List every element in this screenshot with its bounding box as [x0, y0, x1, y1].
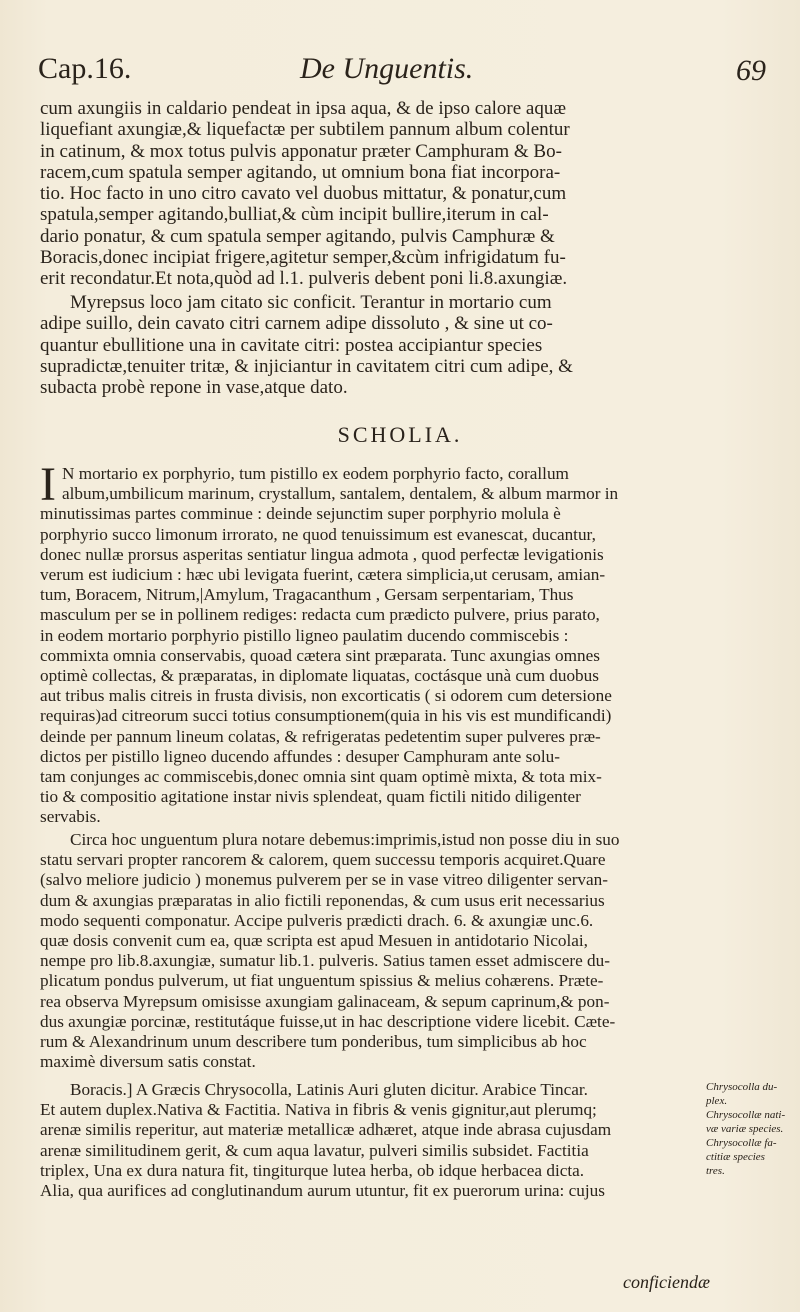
text-line: aut tribus malis citreis in frusta divisis, non excorticatis ( si odorem cum detersione [40, 686, 612, 706]
text-line: servabis. [40, 807, 101, 827]
text-line: porphyrio succo limonum irrorato, ne quod tenuissimum est evanescat, ducantur, [40, 524, 596, 544]
text-line: rea observa Myrepsum omisisse axungiam galinaceam, & sepum caprinum,& pon- [40, 991, 610, 1011]
text-line: minutissimas partes comminue : deinde sejunctim super porphyrio molula è [40, 504, 561, 524]
text-line: statu servari propter rancorem & calorem, quem successu temporis acquiret.Quare [40, 850, 606, 870]
running-title: De Unguentis. [300, 52, 474, 85]
text-line: in catinum, & mox totus pulvis apponatur præter Camphuram & Bo- [40, 140, 562, 162]
text-line: Circa hoc unguentum plura notare debemus:imprimis,istud non posse diu in suo [70, 830, 620, 849]
chapter-label: Cap.16. [38, 52, 132, 85]
text-line: rum & Alexandrinum unum describere tum ponderibus, tum simplicibus ab hoc [40, 1032, 587, 1052]
drop-capital: I [40, 458, 56, 511]
text-line: deinde per pannum lineum colatas, & refrigeratas pedetentim super pulveres præ- [40, 726, 601, 746]
text-line: dus axungiæ porcinæ, restitutáque fuisse,ut in hac descriptione videre licebit. Cæte- [40, 1011, 616, 1031]
margin-note: væ variæ species. [706, 1123, 784, 1135]
text-line: tio & compositio agitatione instar nivis splendeat, quam fictili nitido diligenter [40, 787, 581, 807]
text-line: donec nullæ prorsus asperitas sentiatur lingua admota , quod perfectæ levigationis [40, 544, 604, 564]
margin-note: ctitiæ species [706, 1151, 765, 1163]
text-line: Boracis.] A Græcis Chrysocolla, Latinis Auri gluten dicitur. Arabice Tincar. [70, 1080, 588, 1099]
text-line: spatula,semper agitando,bulliat,& cùm incipit bullire,iterum in cal- [40, 204, 549, 226]
margin-note: plex. [706, 1095, 728, 1107]
scholia-paragraph-1 [40, 458, 730, 828]
text-line: triplex, Una ex dura natura fit, tingiturque lutea herba, ob idque herbacea dicta. [40, 1160, 585, 1180]
text-line: dum & axungias præparatas in alio fictili reponendas, & cum usus erit necessarius [40, 890, 605, 910]
text-line: tum, Boracem, Nitrum,|Amylum, Tragacanthum , Gersam serpentariam, Thus [40, 585, 574, 605]
paragraph-myrepsus [40, 292, 730, 398]
margin-note: Chrysocollæ fa- [706, 1137, 777, 1149]
text-line: verum est iudicium : hæc ubi levigata fuerint, cætera simplicia,ut cerusam, amian- [40, 565, 606, 585]
text-line: liquefiant axungiæ,& liquefactæ per subtilem pannum album colentur [40, 119, 570, 141]
text-line: arenæ similis reperitur, aut materiæ metallicæ adhæret, atque inde abrasa cujusdam [40, 1120, 612, 1140]
text-line: tam conjunges ac commiscebis,donec omnia sint quam optimè mixta, & tota mix- [40, 767, 602, 787]
text-line: dario ponatur, & cum spatula semper agitando, pulvis Camphuræ & [40, 225, 555, 247]
text-line: (salvo meliore judicio ) monemus pulverem per se in vase vitreo diligenter servan- [40, 870, 608, 890]
text-line: racem,cum spatula semper agitando, ut omnium bona fiat incorpora- [40, 161, 561, 183]
text-line: modo sequenti componatur. Accipe pulveris prædicti drach. 6. & axungiæ unc.6. [40, 910, 594, 930]
text-line: plicatum pondus pulverum, ut fiat unguentum spissius & melius cohærens. Præte- [40, 971, 604, 991]
scholia-paragraph-3 [40, 1080, 690, 1201]
text-line: N mortario ex porphyrio, tum pistillo ex eodem porphyrio facto, corallum [62, 464, 569, 483]
text-line: album,umbilicum marinum, crystallum, santalem, dentalem, & album marmor in [62, 484, 619, 504]
text-line: nempe pro lib.8.axungiæ, sumatur lib.1. pulveris. Satius tamen esset admiscere du- [40, 951, 610, 971]
text-line: supradictæ,tenuiter tritæ, & injiciantur in cavitatem citri cum adipe, & [40, 355, 573, 377]
text-line: Myrepsus loco jam citato sic conficit. Terantur in mortario cum [70, 292, 552, 313]
margin-note: Chrysocolla du- [706, 1081, 778, 1093]
text-line: masculum per se in pollinem rediges: redacta cum prædicto pulvere, prius parato, [40, 605, 600, 625]
text-line: Boracis,donec incipiat frigere,agitetur semper,&cùm infrigidatum fu- [40, 247, 566, 269]
text-line: Alia, qua aurifices ad conglutinandum aurum utuntur, fit ex puerorum urina: cujus [40, 1181, 605, 1201]
text-line: dictos per pistillo ligneo ducendo affundes : desuper Camphuram ante solu- [40, 746, 560, 766]
text-line: optimè collectas, & præparatas, in diplomate liquatas, coctásque unà cum duobus [40, 666, 599, 686]
page-number: 69 [736, 54, 766, 87]
text-line: requiras)ad citreorum succi totius consumptionem(quia in his vis est mundificandi) [40, 706, 612, 726]
text-line: in eodem mortario porphyrio pistillo ligneo paulatim ducendo commiscebis : [40, 625, 569, 645]
section-heading: SCHOLIA. [337, 422, 463, 447]
paragraph-recipe [40, 98, 730, 290]
text-line: cum axungiis in caldario pendeat in ipsa aqua, & de ipso calore aquæ [40, 98, 567, 119]
running-header [38, 52, 766, 98]
scholia-paragraph-2 [40, 830, 730, 1072]
marginal-notes [706, 1080, 792, 1178]
margin-note: tres. [706, 1165, 725, 1177]
text-line: tio. Hoc facto in uno citro cavato vel duobus mittatur, & ponatur,cum [40, 183, 567, 205]
text-line: quantur ebullitione una in cavitate citri: postea accipiantur species [40, 334, 543, 356]
text-line: maximè diversum satis constat. [40, 1052, 256, 1072]
text-line: quæ dosis convenit cum ea, quæ scripta est apud Mesuen in antidotario Nicolai, [40, 931, 588, 951]
text-line: arenæ similitudinem gerit, & cum aqua lavatur, pulveri similis subsidet. Factitia [40, 1140, 589, 1160]
text-line: adipe suillo, dein cavato citri carnem adipe dissoluto , & sine ut co- [40, 313, 553, 335]
catchword: conficiendæ [623, 1272, 710, 1292]
text-line: erit recondatur.Et nota,quòd ad l.1. pulveris debent poni li.8.axungiæ. [40, 268, 568, 290]
text-line: commixta omnia conservabis, quoad cætera sint præparata. Tunc axungias omnes [40, 645, 600, 665]
text-line: Et autem duplex.Nativa & Factitia. Nativa in fibris & venis gignitur,aut plerumq; [40, 1100, 597, 1120]
margin-note: Chrysocollæ nati- [706, 1109, 786, 1121]
text-line: subacta probè repone in vase,atque dato. [40, 377, 348, 399]
